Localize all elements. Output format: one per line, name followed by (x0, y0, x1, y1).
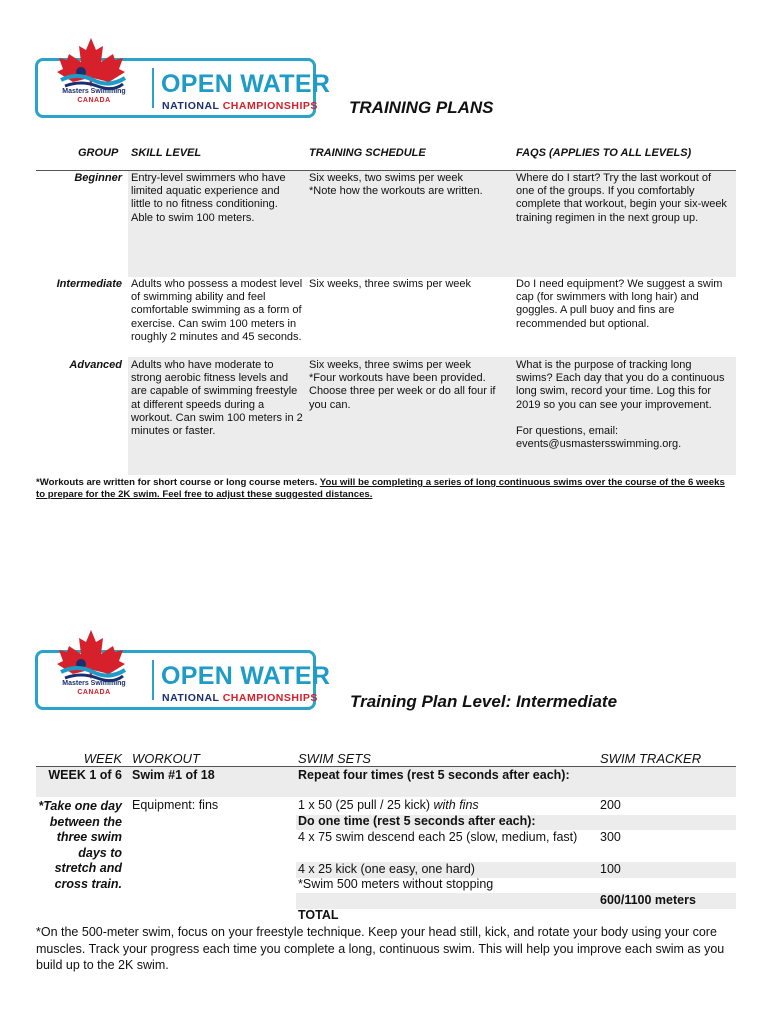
group-advanced: Advanced (69, 359, 122, 371)
logo-title-line1: OPEN WATER (161, 662, 331, 690)
header-workout: WORKOUT (132, 751, 200, 766)
open-water-logo (35, 36, 331, 116)
open-water-logo-2 (35, 628, 331, 708)
schedule-beginner: Six weeks, two swims per week *Note how the workouts are written. (309, 172, 483, 198)
section-title-intermediate: Training Plan Level: Intermediate (350, 692, 618, 711)
total-label: TOTAL (298, 908, 339, 922)
tracker-300: 300 (600, 830, 621, 844)
maple-leaf-swimmer-icon (43, 628, 139, 688)
logo-org-line2: CANADA (77, 97, 111, 104)
equipment: Equipment: fins (132, 798, 219, 812)
footer-note: *On the 500-meter swim, focus on your freestyle technique. Keep your head still, kick, and rotate your body using your core muscles. Track your progress each time you complete a long, continuous swim. This will help you improve each swim as you build up to the 2K swim. (36, 925, 725, 972)
week-label: WEEK 1 of 6 (48, 768, 122, 782)
logo-title-championships: CHAMPIONSHIPS (222, 692, 318, 704)
tracker-total: 600/1100 meters (600, 893, 696, 907)
set-do-one-time: Do one time (rest 5 seconds after each): (298, 814, 536, 828)
faq-intermediate: Do I need equipment? We suggest a swim cap (for swimmers with long hair) and goggles. A pull buoy and fins are recommended but optional. (516, 278, 723, 330)
logo-title-national: NATIONAL (162, 692, 220, 704)
logo-org-line2: CANADA (77, 689, 111, 696)
skill-intermediate: Adults who possess a modest level of swimming ability and feel comfortable swimming as a form of exercise. Can swim 100 meters in roughly 2 minutes and 45 seconds. (131, 278, 303, 343)
week-note: *Take one day between the three swim days to stretch and cross train. (38, 799, 122, 891)
logo-org-line1: Masters Swimming (62, 88, 126, 95)
set-swim-500: *Swim 500 meters without stopping (298, 877, 494, 891)
logo-title-national: NATIONAL (162, 100, 220, 112)
workouts-note-plain: *Workouts are written for short course or long course meters. (36, 477, 320, 488)
faq-advanced: What is the purpose of tracking long swims? Each day that you do a continuous long swim, record your time. Log this for 2019 so you can see your improvement. For questions, email: events@usmastersswimming.org. (516, 359, 725, 451)
set-repeat-four: Repeat four times (rest 5 seconds after each): (298, 768, 570, 782)
group-beginner: Beginner (74, 172, 122, 184)
group-intermediate: Intermediate (56, 278, 122, 290)
set-50-suffix: with fins (430, 798, 479, 812)
schedule-advanced: Six weeks, three swims per week *Four workouts have been provided. Choose three per week or do all four if you can. (309, 359, 496, 411)
header-swim-sets: SWIM SETS (298, 751, 371, 766)
header-skill-level: SKILL LEVEL (131, 147, 202, 159)
header-faqs: FAQS (APPLIES TO ALL LEVELS) (516, 147, 692, 159)
schedule-intermediate: Six weeks, three swims per week (309, 278, 471, 290)
logo-title-championships: CHAMPIONSHIPS (222, 100, 318, 112)
logo-title-line2 (162, 692, 318, 704)
skill-advanced: Adults who have moderate to strong aerobic fitness levels and are capable of swimming freestyle at different speeds during a workout. Can swim 100 meters in 2 minutes or faster. (131, 359, 303, 438)
logo-title-line1: OPEN WATER (161, 70, 331, 98)
maple-leaf-swimmer-icon (43, 36, 139, 96)
set-75-descend: 4 x 75 swim descend each 25 (slow, medium, fast) (298, 830, 578, 844)
page-title: TRAINING PLANS (349, 98, 494, 117)
header-swim-tracker: SWIM TRACKER (600, 751, 702, 766)
tracker-200: 200 (600, 798, 621, 812)
logo-title-line2 (162, 100, 318, 112)
set-25-kick: 4 x 25 kick (one easy, one hard) (298, 862, 475, 876)
set-50-pull-kick (298, 798, 588, 814)
logo-divider (152, 68, 154, 108)
header-group: GROUP (78, 147, 119, 159)
header-training-schedule: TRAINING SCHEDULE (309, 147, 426, 159)
set-50-text: 1 x 50 (25 pull / 25 kick) (298, 798, 431, 812)
tracker-100: 100 (600, 862, 621, 876)
skill-beginner: Entry-level swimmers who have limited aquatic experience and little to no fitness conditioning. Able to swim 100 meters. (131, 172, 286, 224)
logo-org-line1: Masters Swimming (62, 680, 126, 687)
logo-divider (152, 660, 154, 700)
workouts-note (36, 477, 736, 501)
header-week: WEEK (83, 751, 122, 766)
faq-beginner: Where do I start? Try the last workout of one of the groups. If you comfortably complete that workout, begin your six-week training regimen in the next group up. (516, 172, 727, 224)
swim-number: Swim #1 of 18 (132, 768, 215, 782)
workouts-note-underlined: You will be completing a series of long continuous swims over the course of the 6 weeks to prepare for the 2K swim. Feel free to adjust these suggested distances. (36, 477, 725, 500)
